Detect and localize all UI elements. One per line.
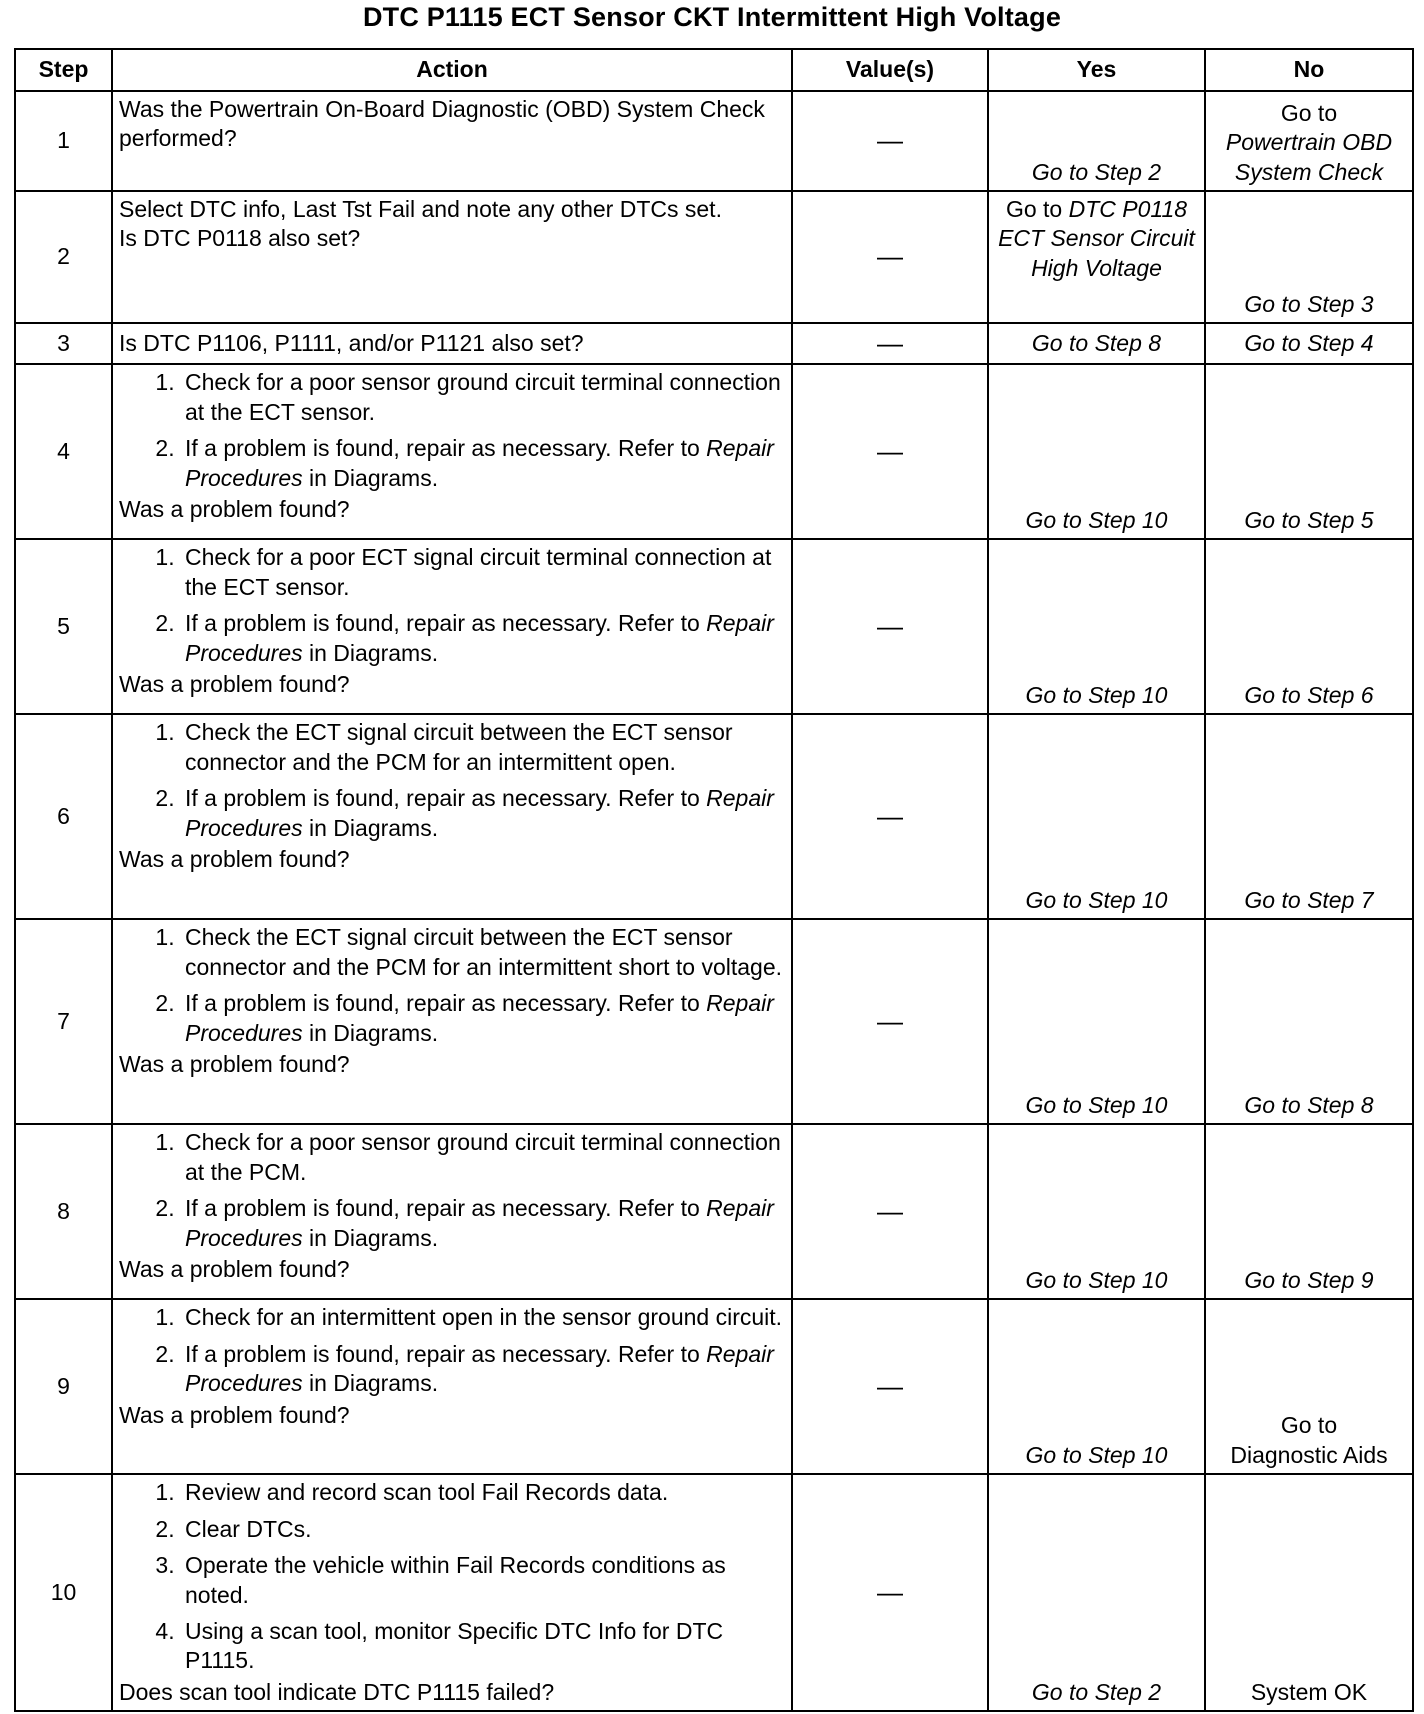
step-number: 8 [15, 1124, 112, 1299]
step-number: 9 [15, 1299, 112, 1474]
action-item: 1. Check for a poor sensor ground circuit terminal connection at the PCM. [181, 1128, 785, 1187]
table-row [15, 1474, 1413, 1711]
step-number: 2 [15, 191, 112, 323]
yes-cell: Go to Step 10 [988, 919, 1205, 1124]
table-row [15, 323, 1413, 364]
action-item: 1. Check for a poor sensor ground circuit terminal connection at the ECT sensor. [181, 368, 785, 427]
yes-cell: Go to Step 10 [988, 364, 1205, 539]
no-cell [1205, 1299, 1413, 1474]
table-row [15, 191, 1413, 323]
table-row [15, 91, 1413, 191]
step-number: 1 [15, 91, 112, 191]
yes-cell: Go to Step 2 [988, 1474, 1205, 1711]
action-cell [112, 919, 792, 1124]
action-item: 1. Check for a poor ECT signal circuit terminal connection at the ECT sensor. [181, 543, 785, 602]
action-list [119, 543, 785, 668]
action-cell [112, 1474, 792, 1711]
no-cell: System OK [1205, 1474, 1413, 1711]
step-number: 6 [15, 714, 112, 919]
action-cell [112, 191, 792, 323]
yes-reference: DTC P0118 ECT Sensor Circuit High Voltage [998, 196, 1195, 281]
yes-cell: Go to Step 10 [988, 714, 1205, 919]
no-cell: Go to Step 3 [1205, 191, 1413, 323]
action-item: 2. Clear DTCs. [181, 1515, 785, 1544]
no-cell: Go to Step 6 [1205, 539, 1413, 714]
value-cell: — [792, 714, 988, 919]
table-row [15, 1124, 1413, 1299]
action-question: Was a problem found? [119, 1256, 350, 1283]
action-question: Is DTC P0118 also set? [119, 225, 361, 252]
value-cell: — [792, 323, 988, 364]
action-item: 2. If a problem is found, repair as necessary. Refer to Repair Procedures in Diagrams. [181, 1194, 785, 1253]
no-cell [1205, 91, 1413, 191]
action-question: Was a problem found? [119, 671, 350, 698]
action-text: Select DTC info, Last Tst Fail and note any other DTCs set. [119, 196, 722, 222]
value-cell: — [792, 191, 988, 323]
action-item: 1. Check the ECT signal circuit between the ECT sensor connector and the PCM for an intermittent short to voltage. [181, 923, 785, 982]
step-number: 4 [15, 364, 112, 539]
action-item: 2. If a problem is found, repair as necessary. Refer to Repair Procedures in Diagrams. [181, 609, 785, 668]
value-cell: — [792, 539, 988, 714]
action-question: Was a problem found? [119, 1051, 350, 1078]
yes-cell: Go to Step 10 [988, 1299, 1205, 1474]
table-row [15, 539, 1413, 714]
yes-cell: Go to Step 10 [988, 1124, 1205, 1299]
value-cell: — [792, 1299, 988, 1474]
action-question: Was a problem found? [119, 846, 350, 873]
action-list [119, 718, 785, 843]
yes-cell [988, 191, 1205, 323]
step-number: 7 [15, 919, 112, 1124]
table-row [15, 1299, 1413, 1474]
no-cell: Go to Step 7 [1205, 714, 1413, 919]
action-list [119, 368, 785, 493]
action-item: 3. Operate the vehicle within Fail Records conditions as noted. [181, 1551, 785, 1610]
table-row [15, 919, 1413, 1124]
yes-cell: Go to Step 8 [988, 323, 1205, 364]
action-item: 2. If a problem is found, repair as necessary. Refer to Repair Procedures in Diagrams. [181, 989, 785, 1048]
no-cell: Go to Step 5 [1205, 364, 1413, 539]
action-list [119, 1478, 785, 1676]
value-cell: — [792, 919, 988, 1124]
step-number: 10 [15, 1474, 112, 1711]
action-cell [112, 714, 792, 919]
no-reference: Powertrain OBD System Check [1225, 129, 1393, 185]
header-action: Action [112, 49, 792, 91]
header-yes: Yes [988, 49, 1205, 91]
value-cell: — [792, 91, 988, 191]
action-item: 1. Check the ECT signal circuit between the ECT sensor connector and the PCM for an intermittent open. [181, 718, 785, 777]
action-cell [112, 1124, 792, 1299]
action-item: 2. If a problem is found, repair as necessary. Refer to Repair Procedures in Diagrams. [181, 434, 785, 493]
no-goto-text: Go to [1280, 99, 1338, 126]
action-cell [112, 323, 792, 364]
header-step: Step [15, 49, 112, 91]
action-item: 2. If a problem is found, repair as necessary. Refer to Repair Procedures in Diagrams. [181, 1340, 785, 1399]
page-title: DTC P1115 ECT Sensor CKT Intermittent High Voltage [362, 2, 1062, 32]
action-list [119, 1303, 785, 1398]
step-number: 5 [15, 539, 112, 714]
action-text: Is DTC P1106, P1111, and/or P1121 also set? [119, 329, 584, 356]
action-item: 1. Review and record scan tool Fail Records data. [181, 1478, 785, 1507]
action-item: 1. Check for an intermittent open in the sensor ground circuit. [181, 1303, 785, 1332]
header-no: No [1205, 49, 1413, 91]
action-item: 2. If a problem is found, repair as necessary. Refer to Repair Procedures in Diagrams. [181, 784, 785, 843]
yes-goto-text: Go to [1005, 196, 1063, 222]
no-reference: Diagnostic Aids [1230, 1441, 1388, 1468]
header-values: Value(s) [792, 49, 988, 91]
action-cell [112, 364, 792, 539]
action-cell [112, 91, 792, 191]
no-cell: Go to Step 8 [1205, 919, 1413, 1124]
action-question: Was a problem found? [119, 1401, 350, 1428]
action-item: 4. Using a scan tool, monitor Specific DTC Info for DTC P1115. [181, 1617, 785, 1676]
value-cell: — [792, 1124, 988, 1299]
table-header-row [15, 49, 1413, 91]
yes-cell: Go to Step 10 [988, 539, 1205, 714]
step-number: 3 [15, 323, 112, 364]
action-cell [112, 1299, 792, 1474]
no-goto-text: Go to [1280, 1412, 1338, 1439]
value-cell: — [792, 364, 988, 539]
yes-cell: Go to Step 2 [988, 91, 1205, 191]
action-question: Does scan tool indicate DTC P1115 failed? [119, 1678, 555, 1705]
value-cell: — [792, 1474, 988, 1711]
no-cell: Go to Step 4 [1205, 323, 1413, 364]
action-cell [112, 539, 792, 714]
diagnostic-table [14, 48, 1414, 1712]
action-text: Was the Powertrain On-Board Diagnostic (OBD) System Check performed? [119, 96, 765, 152]
table-row [15, 364, 1413, 539]
action-list [119, 1128, 785, 1253]
action-list [119, 923, 785, 1048]
no-cell: Go to Step 9 [1205, 1124, 1413, 1299]
action-question: Was a problem found? [119, 496, 350, 523]
table-row [15, 714, 1413, 919]
